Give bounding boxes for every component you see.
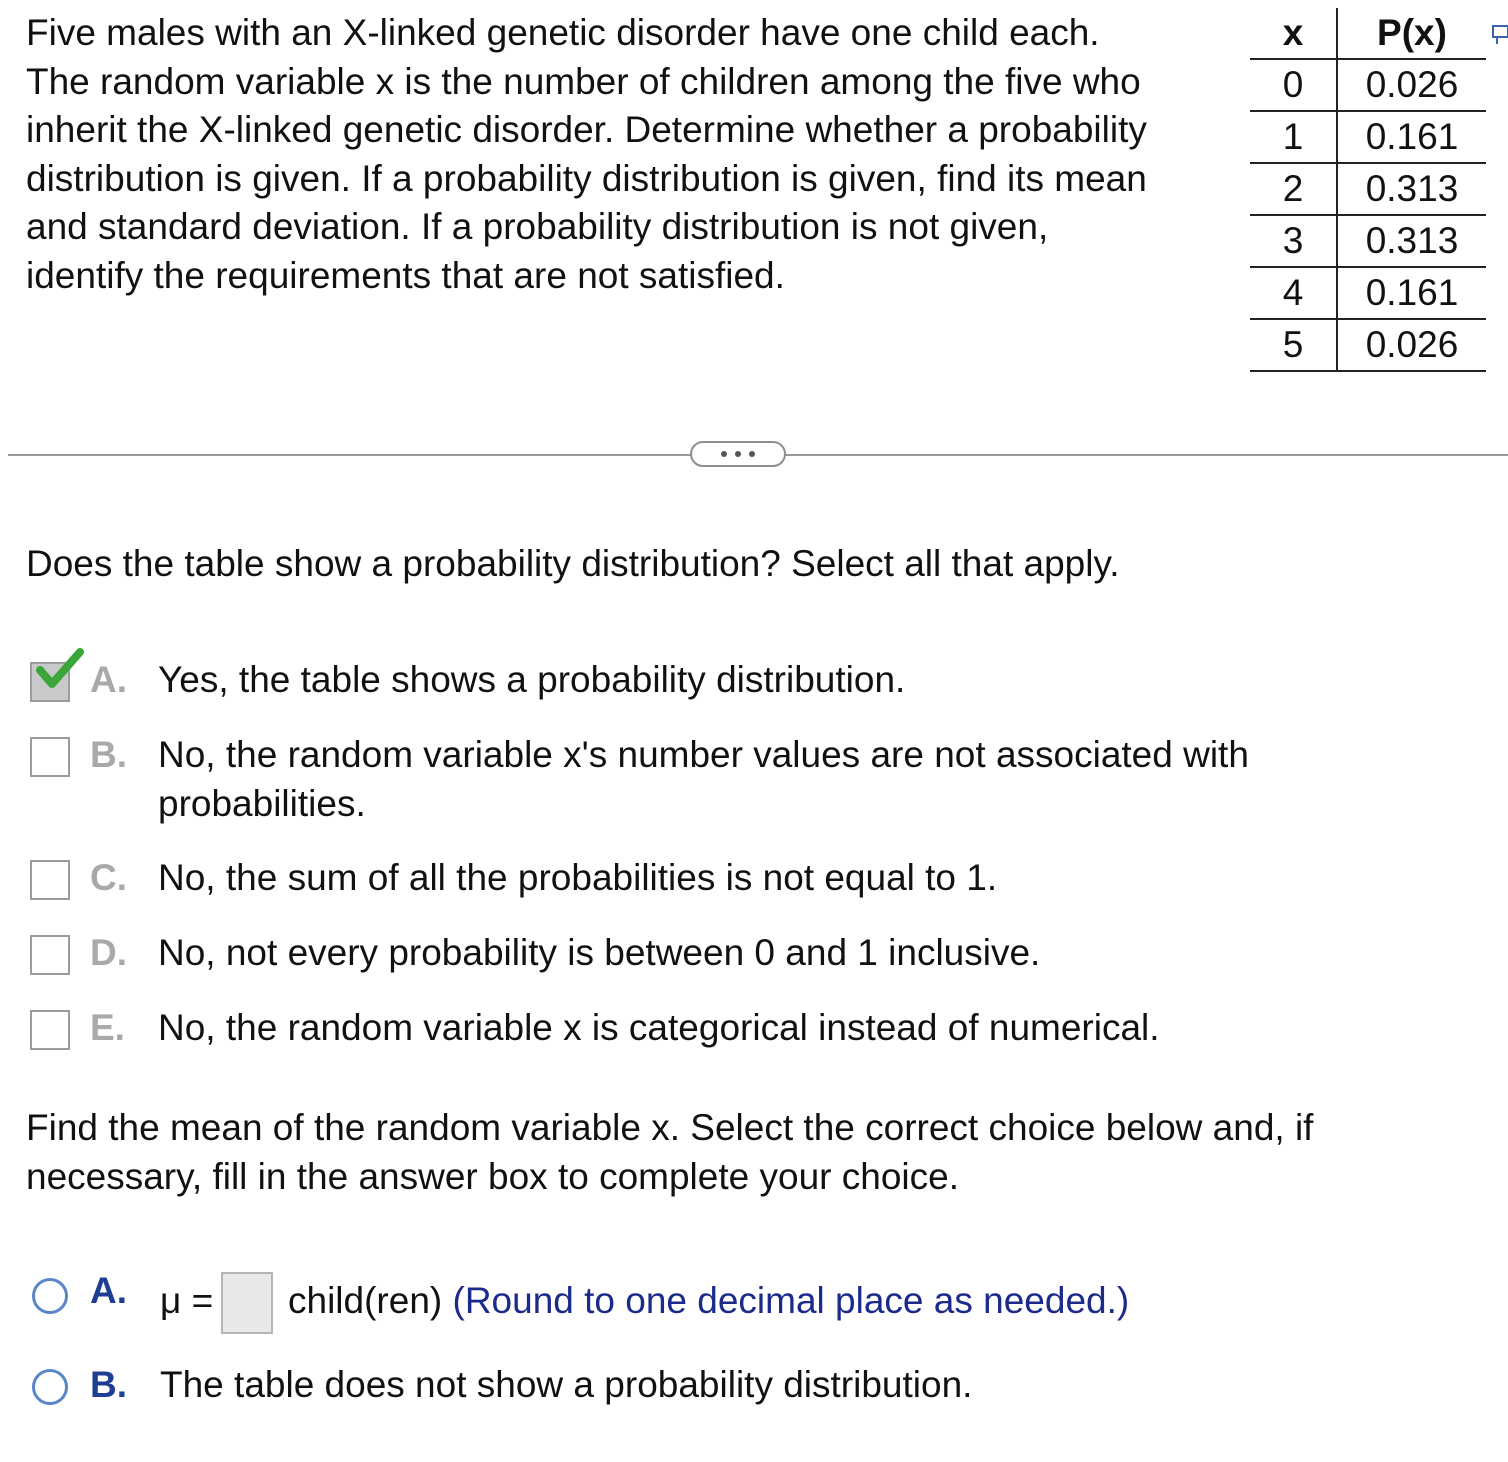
question2-prompt-line: Find the mean of the random variable x. Select the correct choice below and, if (26, 1107, 1314, 1148)
cell-px: 0.313 (1337, 163, 1486, 215)
problem-statement (26, 9, 1226, 300)
unit-label: child(ren) (288, 1280, 443, 1321)
option-letter: C. (90, 857, 127, 898)
cell-x: 5 (1250, 319, 1337, 371)
table-row (1250, 267, 1486, 319)
problem-line: The random variable x is the number of children among the five who (26, 60, 1141, 102)
option-text: Yes, the table shows a probability distribution. (158, 659, 906, 700)
cell-x: 1 (1250, 111, 1337, 163)
table-row (1250, 59, 1486, 111)
copy-table-icon[interactable] (1492, 23, 1508, 45)
ellipsis-dot-icon (749, 451, 755, 457)
cell-x: 3 (1250, 215, 1337, 267)
table-row (1250, 163, 1486, 215)
option-letter: A. (90, 659, 127, 700)
option-letter: D. (90, 932, 127, 973)
ellipsis-dot-icon (735, 451, 741, 457)
table-row (1250, 111, 1486, 163)
cell-px: 0.161 (1337, 111, 1486, 163)
option-text-line: No, the random variable x's number values are not associated with (158, 734, 1249, 775)
mean-answer-line (288, 1280, 1129, 1322)
option-letter: E. (90, 1007, 125, 1048)
option-b-letter: B. (90, 1364, 127, 1405)
checkmark-icon (34, 646, 84, 696)
probability-table (1250, 8, 1486, 372)
question2-prompt-line: necessary, fill in the answer box to complete your choice. (26, 1155, 959, 1197)
problem-line: identify the requirements that are not satisfied. (26, 254, 785, 296)
option-a-radio[interactable] (32, 1278, 68, 1314)
problem-line: inherit the X-linked genetic disorder. Determine whether a probability (26, 109, 1147, 150)
question1-prompt: Does the table show a probability distribution? Select all that apply. (26, 543, 1120, 584)
option-b-radio[interactable] (32, 1369, 68, 1405)
option-b-checkbox[interactable] (30, 737, 70, 777)
ellipsis-dot-icon (721, 451, 727, 457)
problem-line: and standard deviation. If a probability distribution is not given, (26, 206, 1049, 247)
option-letter: B. (90, 734, 127, 775)
column-header-x: x (1250, 8, 1337, 59)
option-text (158, 731, 1358, 828)
cell-px: 0.026 (1337, 59, 1486, 111)
option-text: No, the random variable x is categorical instead of numerical. (158, 1007, 1160, 1048)
mean-answer-input[interactable] (221, 1272, 273, 1334)
cell-x: 4 (1250, 267, 1337, 319)
cell-x: 2 (1250, 163, 1337, 215)
option-a-letter: A. (90, 1270, 127, 1311)
table-row (1250, 215, 1486, 267)
question2-prompt (26, 1104, 1313, 1201)
table-header-row (1250, 8, 1486, 59)
option-text-line: probabilities. (158, 782, 366, 824)
option-d-checkbox[interactable] (30, 935, 70, 975)
option-b-text: The table does not show a probability distribution. (160, 1364, 973, 1405)
cell-px: 0.313 (1337, 215, 1486, 267)
table-row (1250, 319, 1486, 371)
mu-label: μ = (160, 1280, 214, 1321)
option-text: No, not every probability is between 0 and 1 inclusive. (158, 932, 1041, 973)
option-e-checkbox[interactable] (30, 1010, 70, 1050)
cell-px: 0.161 (1337, 267, 1486, 319)
problem-line: distribution is given. If a probability distribution is given, find its mean (26, 157, 1147, 199)
option-c-checkbox[interactable] (30, 860, 70, 900)
option-text: No, the sum of all the probabilities is not equal to 1. (158, 857, 998, 898)
problem-line: Five males with an X-linked genetic disorder have one child each. (26, 12, 1100, 53)
rounding-hint: (Round to one decimal place as needed.) (452, 1280, 1130, 1321)
cell-x: 0 (1250, 59, 1337, 111)
column-header-px: P(x) (1337, 8, 1486, 59)
more-options-button[interactable] (690, 441, 786, 467)
cell-px: 0.026 (1337, 319, 1486, 371)
